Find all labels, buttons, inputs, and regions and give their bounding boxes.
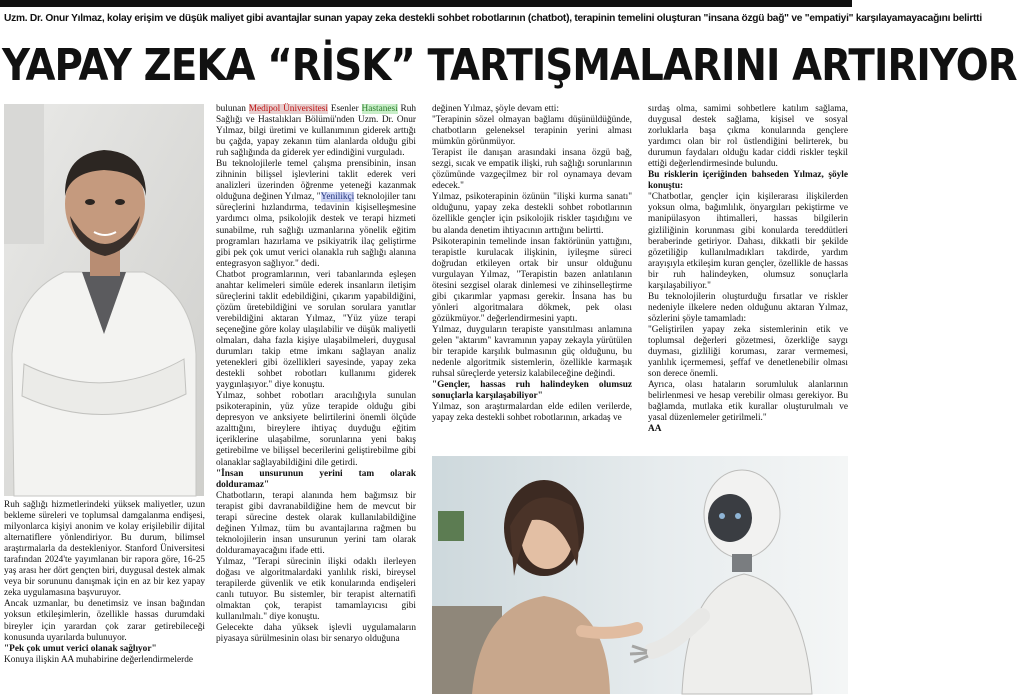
subheading: "Pek çok umut verici olanak sağlıyor" [4, 643, 157, 654]
paragraph: "Geliştirilen yapay zeka sistemlerinin etik ve toplumsal değerleri gözetmesi, özerkliğe saygı duyması, gizliliği koruması, zarar vermemesi, yanlılık içermemesi, şeffaf ve denetlenebilir olması son derece önemli. [648, 324, 848, 380]
highlight-innovative: Yenilikçi [320, 192, 355, 203]
paragraph: Yılmaz, son araştırmalardan elde edilen verilerde, yapay zeka destekli sohbet robotlarının, arkadaş ve [432, 402, 632, 424]
paragraph: bulunan Medipol Üniversitesi Esenler Hastanesi Ruh Sağlığı ve Hastalıkları Bölümü'nden Uzm. Dr. Onur Yılmaz, bilgi üretimi ve kullanımının giderek arttığı bu çağda, yapay zekanın tüm alanlarda olduğu gibi ruh sağlığında da giderek yer edindiğini vurguladı. [216, 104, 416, 159]
paragraph: Bu teknolojilerin oluşturduğu fırsatlar ve riskler nedeniyle ilkelere neden olduğunu aktaran Yılmaz, sözlerini şöyle tamamladı: [648, 291, 848, 324]
paragraph: Chatbotların, terapi alanında hem bağımsız bir terapist gibi davranabildiğine hem de mevcut bir terapi sürecine destek olarak kullanılabildiğine değinen Yılmaz, tüm bu avantajlarına rağmen bu teknolojilerin insan unsurunun yerini tam olarak dolduramayacağını ifade etti. [216, 490, 416, 556]
paragraph: Yılmaz, "Terapi sürecinin ilişki odaklı ilerleyen doğası ve algoritmalardaki yanlılık riski, bireysel terapilerde güvenlik ve etik konularında endişeleri canlı tutuyor. Bu sistemler, bir terapist alternatifi olmaktan çok, terapist tamamlayıcısı gibi kullanılmalı." diye konuştu. [216, 556, 416, 623]
paragraph: Terapist ile danışan arasındaki insana özgü bağ, sezgi, sıcak ve empatik ilişki, ruh sağlığı sorunlarının çözümünde vazgeçilmez bir rol oynamaya devam edecek." [432, 148, 632, 192]
subheading: Bu risklerin içeriğinden bahseden Yılmaz, şöyle konuştu: [648, 170, 848, 192]
top-rule [0, 0, 852, 7]
highlight-university: Medipol Üniversitesi [248, 104, 329, 114]
column-2 [216, 104, 416, 696]
woman-robot-photo [432, 456, 848, 694]
paragraph: sırdaş olma, samimi sohbetlere katılım sağlama, duygusal destek sağlama, kişisel ve sosyal zorluklarla başa çıkma konularında gençlere yardımcı olan bir rol üstlendiğini belirterek, bu durumun faydaları olduğu kadar ciddi riskler teşkil ettiği değerlendirmesinde bulundu. [648, 104, 848, 170]
subheading: "Gençler, hassas ruh halindeyken olumsuz sonuçlarla karşılaşabiliyor" [432, 380, 632, 402]
paragraph: "Terapinin sözel olmayan bağlamı düşünüldüğünde, chatbotların geleneksel terapinin yerini alması mümkün görünmüyor. [432, 115, 632, 148]
paragraph: Ancak uzmanlar, bu denetimsiz ve insan bağından yoksun etkileşimlerin, özellikle hassas durumdaki bireyler için yarardan çok zarar getirebileceği konusunda uyarılarda bulunuyor. [4, 599, 205, 643]
paragraph: Ruh sağlığı hizmetlerindeki yüksek maliyetler, uzun bekleme süreleri ve toplumsal damgalanma endişesi, milyonlarca kişiyi anonim ve kolay erişilebilir dijital alternatiflere yönlendiriyor. Bu durum, bilimsel araştırmalarla da destekleniyor. Stanford Üniversitesi tarafından 2024'te yayımlanan bir rapora göre, 16-25 yaş arası her dört gençten biri, duygusal destek almak veya bir sorununu danışmak için en az bir kez yapay zeka uygulamasına başvuruyor. [4, 500, 205, 599]
column-3 [432, 104, 632, 456]
paragraph: değinen Yılmaz, şöyle devam etti: [432, 104, 559, 114]
paragraph: Bu teknolojilerle temel çalışma prensibinin, insan zihninin bilişsel işlevlerini taklit ederek veri analizleri üzerinden öğrenme yeteneği kazanmak olduğuna değinen Yılmaz, "Yenilikçi teknolojiler tanı süreçlerini hızlandırma, tedavinin kişiselleşmesine yardımcı olma, psikolojik destek ve terapi hizmeti sunabilme, ruh sağlığı uzmanlarına yönelik eğitim programları hazırlama ve psikiyatrik ilaç geliştirme gibi pek çok umut verici olanakla ruh sağlığı alanına entegrasyon sağlıyor." dedi. [216, 159, 417, 269]
paragraph: Yılmaz, duyguların terapiste yansıtılması anlamına gelen "aktarım" kavramının yapay zekayla yürütülen bir terapide karşılık bulmasının güç olduğunu, bu nedenle algoritmik sistemlerin, özellikle karmaşık ruhsal süreçlerde yetersiz kalabileceğine değindi. [432, 324, 632, 380]
column-1 [4, 500, 205, 696]
highlight-hospital: Hastanesi [361, 104, 398, 114]
paragraph: Ayrıca, olası hataların sorumluluk alanlarının belirlenmesi ve hesap verebilir olması gerekiyor. Bu bağlamda, mutlaka etik kurallar oluşturulmalı ve yasal düzenlemeler getirilmeli." [648, 380, 848, 424]
paragraph: Psikoterapinin temelinde insan faktörünün yattığını, terapistle kurulacak ilişkinin, iyileşme süreci doğrudan etkileyen ortak bir unsur olduğunu vurgulayan Yılmaz, "Terapistin bazen anlatılanın ötesini sezgisel olarak dinlemesi ve zihinselleştirme gibi çıkarımlar yapması gerekir. İnsana has bu yönleri algoritmalara dökmek, pek olası gözükmüyor." değerlendirmesini yaptı. [432, 236, 632, 324]
deck-subtitle: Uzm. Dr. Onur Yılmaz, kolay erişim ve düşük maliyet gibi avantajlar sunan yapay zeka destekli sohbet robotlarının (chatbot), terapinin temelini oluşturan "insana özgü bağ" ve "empatiyi" karşılayamayacağını belirtti [4, 13, 982, 24]
paragraph: Gelecekte daha yüksek işlevli uygulamaların piyasaya sürülmesinin olası bir senaryo olduğuna [216, 623, 416, 645]
paragraph: Chatbot programlarının, veri tabanlarında eşleşen anahtar kelimeleri simüle ederek insanların iletişim süreçlerini taklit edebildiğini, çıkarım yapabildiğini, çözüm üretebildiğini ve sorulan sorulara yanıtlar verebildiğini aktaran Yılmaz, "Yüz yüze terapi seçeneğine göre kolay ulaşılabilir ve düşük maliyetli olmaları, daha fazla kişiye ulaşabilmeleri, duygusal durumları takip etme imkanı sağlayan analiz yetenekleri gibi özellikleri sayesinde, yapay zeka destekli sohbet robotları kullanımı giderek yaygınlaşıyor." diye konuştu. [216, 269, 416, 391]
column-4 [648, 104, 848, 456]
headline: YAPAY ZEKA “RİSK” TARTIŞMALARINI ARTIRIYOR [2, 40, 1017, 91]
paragraph: Konuya ilişkin AA muhabirine değerlendirmelerde [4, 654, 193, 665]
paragraph: Yılmaz, psikoterapinin özünün "ilişki kurma sanatı" olduğunu, yapay zeka destekli sohbet robotlarının özellikle gençler için psikolojik riskler taşıdığını ve bu alanda denetim ihtiyacının arttığını belirtti. [432, 192, 632, 236]
signature: AA [648, 424, 662, 435]
paragraph: Yılmaz, sohbet robotları aracılığıyla sunulan psikoterapinin, yüz yüze terapide olduğu gibi depresyon ve anksiyete belirtilerini önemli ölçüde azalttığını, bireylere ihtiyaç duyduğu eğitim içeriklerine ulaşabilme, sorunlarına yeni bakış getirebilme ve bilişsel becerilerini geliştirebilme gibi olanaklar sağlayabildiğini dile getirdi. [216, 391, 416, 468]
paragraph: "Chatbotlar, gençler için kişilerarası ilişkilerden yoksun olma, bağımlılık, önyargıları pekiştirme ve manipülasyon ihtimalleri, hassas bilgilerin gizliliğinin korunması gibi konularda tereddütleri beraberinde getiriyor. Dahası, dikkatli bir şekilde gözetiliğip kullanılmadıkları takdirde, yardım arayışıyla etkileşim kuran gençler, özellikle de hassas bir ruh halindeyken, olumsuz sonuçlarla karşılaşabiliyor." [648, 192, 848, 291]
portrait-photo [4, 104, 204, 496]
subheading: "İnsan unsurunun yerini tam olarak dolduramaz" [216, 468, 416, 490]
